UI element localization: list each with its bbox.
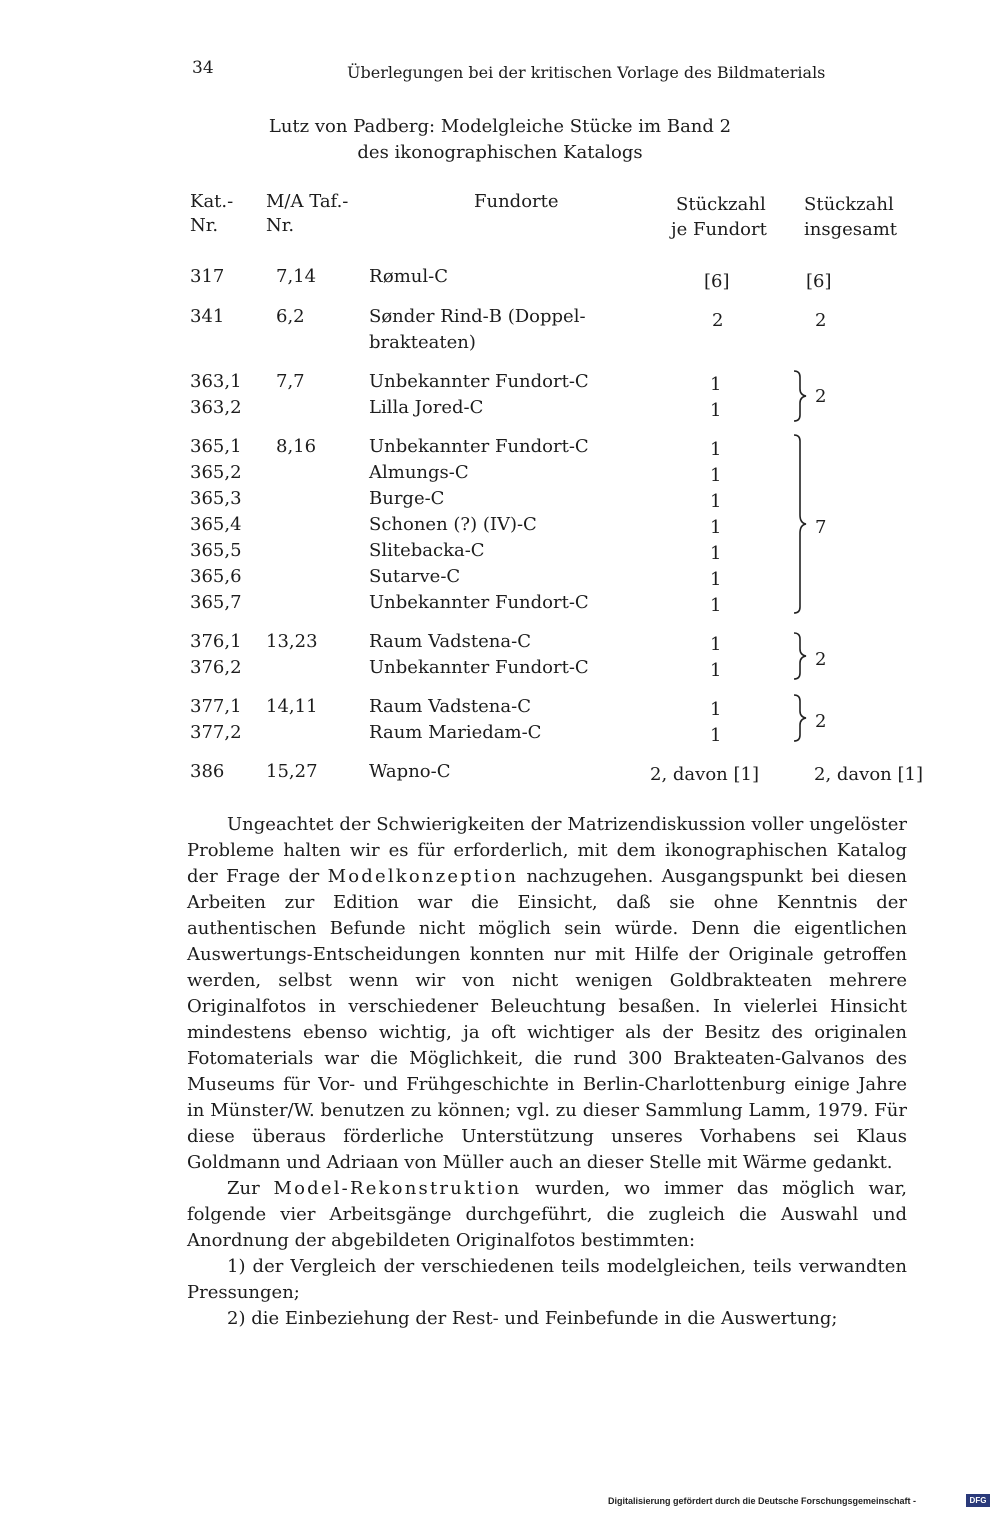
row-kat: 341 [190,306,225,327]
row-fundort: Burge-C [369,488,445,509]
paragraph-2-rest: wurden, wo immer das möglich war, folgende vier Arbeitsgänge durchgeführt, die zugleich die Auswahl und Anordnung der abgebildeten Originalfotos bestimmten: [187,1178,907,1251]
row-fundort: Unbekannter Fundort-C [369,371,589,392]
header-fundorte: Fundorte [474,191,559,212]
row-total: [6] [806,271,832,292]
row-fundort: Lilla Jored-C [369,397,484,418]
header-ma-2: Nr. [266,215,295,236]
row-fundort: Raum Vadstena-C [369,696,531,717]
row-fundort: Unbekannter Fundort-C [369,436,589,457]
row-ma: 15,27 [266,761,318,782]
row-je: 1 [710,660,722,681]
row-kat: 365,6 [190,566,242,587]
header-kat-2: Nr. [190,215,219,236]
header-ins-2: insgesamt [804,219,898,240]
row-kat: 317 [190,266,225,287]
row-je: 1 [710,374,722,395]
row-ma: 14,11 [266,696,318,717]
row-kat: 377,2 [190,722,242,743]
total-365: 7 [815,517,827,538]
row-je: 1 [710,400,722,421]
body-text [187,812,907,1332]
row-je: 1 [710,699,722,720]
row-je: 1 [710,569,722,590]
paragraph-1 [187,812,907,1176]
table-title-line1: Lutz von Padberg: Modelgleiche Stücke im Band 2 [268,116,732,137]
page-number: 34 [192,58,214,78]
row-kat: 365,3 [190,488,242,509]
row-je: 1 [710,725,722,746]
header-ma-1: M/A Taf.- [266,191,349,212]
row-kat: 376,1 [190,631,242,652]
running-head: Überlegungen bei der kritischen Vorlage des Bildmaterials [347,63,826,82]
paragraph-2-start: Zur [227,1178,274,1199]
total-377: 2 [815,711,827,732]
row-fundort: Schonen (?) (IV)-C [369,514,537,535]
row-kat: 365,4 [190,514,242,535]
paragraph-1-rest: nachzugehen. Ausgangspunkt bei diesen Arbeiten zur Edition war die Einsicht, daß sie ohne Kenntnis der authentischen Befunde nicht möglich sein würde. Denn die eigentlichen Auswertungs-Entscheidungen konnten nur mit Hilfe der Originale getroffen werden, selbst wenn wir von nicht wenigen Goldbrakteaten mehrere Originalfotos in verschiedener Beleuchtung besaßen. In vielerlei Hinsicht mindestens ebenso wichtig, ja oft wichtiger als der Besitz des originalen Fotomaterials war die Möglichkeit, die rund 300 Brakteaten-Galvanos des Museums für Vor- und Frühgeschichte in Berlin-Charlottenburg einige Jahre in Münster/W. benutzen zu können; vgl. zu dieser Sammlung Lamm, 1979. Für diese überaus förderliche Unterstützung unseres Vorhabens sei Klaus Goldmann und Adriaan von Müller auch an dieser Stelle mit Wärme gedankt. [187,866,907,1173]
row-fundort: Sutarve-C [369,566,461,587]
row-fundort-cont: brakteaten) [369,332,476,353]
row-ma: 7,7 [276,371,305,392]
row-fundort: Unbekannter Fundort-C [369,657,589,678]
row-je: 1 [710,634,722,655]
row-ma: 13,23 [266,631,318,652]
header-ins-1: Stückzahl [804,194,894,215]
row-fundort: Slitebacka-C [369,540,485,561]
brace-376 [794,633,806,679]
row-ma: 6,2 [276,306,305,327]
row-fundort: Wapno-C [369,761,451,782]
row-je: 1 [710,491,722,512]
row-ma: 7,14 [276,266,317,287]
row-je: 1 [710,595,722,616]
row-kat: 377,1 [190,696,242,717]
row-kat: 386 [190,761,225,782]
row-kat: 363,1 [190,371,242,392]
brace-377 [794,695,806,741]
row-kat: 365,1 [190,436,242,457]
row-je: [6] [704,271,730,292]
row-kat: 365,7 [190,592,242,613]
row-je: 1 [710,465,722,486]
row-ma: 8,16 [276,436,317,457]
header-je-2: je Fundort [671,219,767,240]
total-363: 2 [815,386,827,407]
header-je-1: Stückzahl [676,194,766,215]
row-kat: 365,2 [190,462,242,483]
row-fundort: Raum Mariedam-C [369,722,542,743]
paragraph-2 [187,1176,907,1254]
list-item-1: 1) der Vergleich der verschiedenen teils modelgleichen, teils verwandten Pressungen; [187,1256,907,1303]
total-376: 2 [815,649,827,670]
grouping-braces [780,365,820,755]
brace-363 [794,371,806,421]
row-kat: 365,5 [190,540,242,561]
brace-365 [794,435,806,613]
list-item-2: 2) die Einbeziehung der Rest- und Feinbefunde in die Auswertung; [227,1308,838,1329]
row-je: 2, davon [1] [650,764,759,785]
row-je: 2 [712,310,724,331]
header-kat-1: Kat.- [190,191,234,212]
row-total: 2 [815,310,827,331]
paragraph-1-start: Ungeachtet der Schwierigkeiten der Matrizendiskussion voller ungelöster Probleme halten wir es für erforderlich, mit dem ikonographischen Katalog der Frage der [187,814,907,887]
row-kat: 363,2 [190,397,242,418]
row-je: 1 [710,439,722,460]
row-je: 1 [710,517,722,538]
row-je: 1 [710,543,722,564]
emphasis-modelkonzeption: Modelkonzeption [327,866,519,887]
row-fundort: Sønder Rind-B (Doppel- [369,306,586,327]
table-title-line2: des ikonographischen Katalogs [357,142,643,163]
emphasis-model-rekonstruktion: Model-Rekonstruktion [273,1178,522,1199]
dfg-logo: DFG [966,1494,990,1507]
row-fundort: Almungs-C [369,462,469,483]
footer-credit: Digitalisierung gefördert durch die Deutsche Forschungsgemeinschaft - [608,1496,917,1506]
row-kat: 376,2 [190,657,242,678]
row-fundort: Raum Vadstena-C [369,631,531,652]
row-fundort: Unbekannter Fundort-C [369,592,589,613]
row-fundort: Rømul-C [369,266,448,287]
row-total: 2, davon [1] [814,764,923,785]
